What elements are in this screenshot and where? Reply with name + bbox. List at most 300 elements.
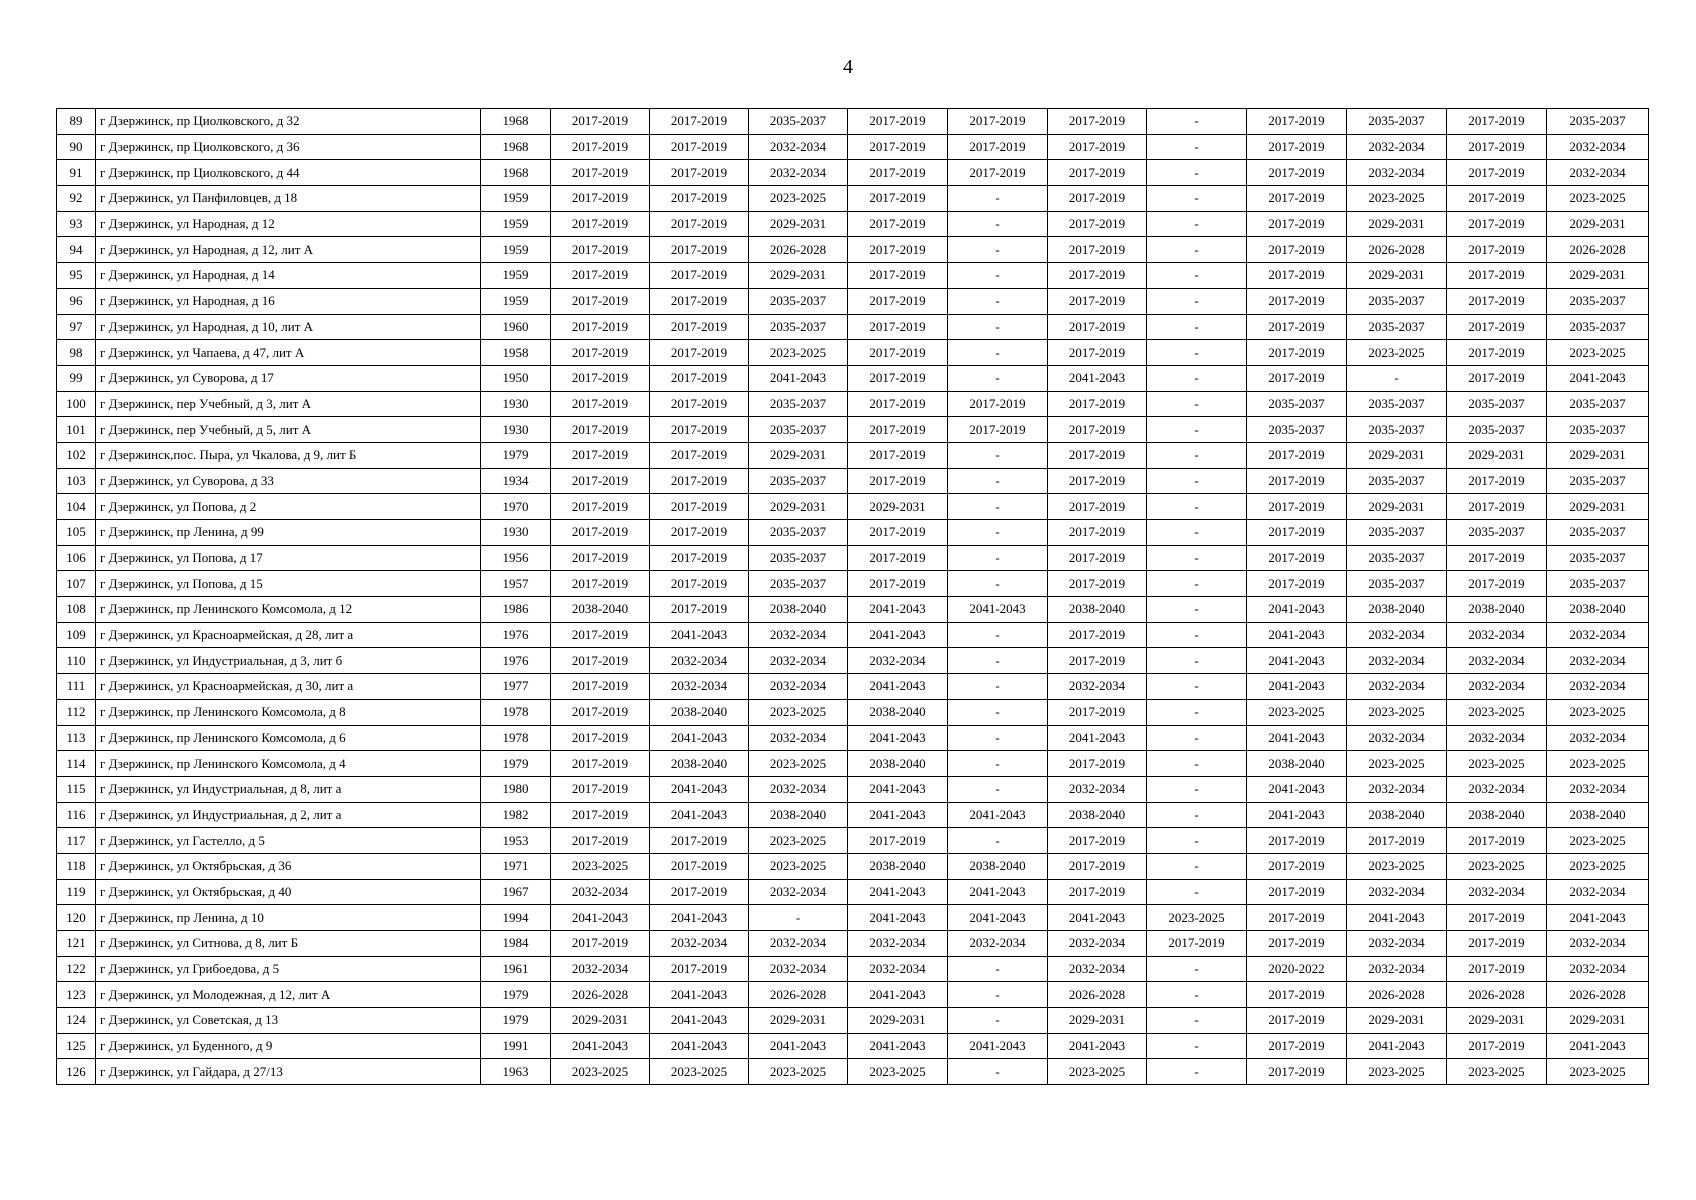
period-cell: 2038-2040: [749, 802, 848, 828]
period-cell: 2041-2043: [1247, 622, 1347, 648]
period-cell: -: [948, 494, 1048, 520]
address-cell: г Дзержинск,пос. Пыра, ул Чкалова, д 9, лит Б: [96, 442, 481, 468]
period-cell: 2041-2043: [948, 905, 1048, 931]
row-number-cell: 118: [57, 853, 96, 879]
period-cell: 2041-2043: [551, 1033, 650, 1059]
period-cell: 2038-2040: [848, 853, 948, 879]
build-year-cell: 1930: [481, 391, 551, 417]
period-cell: 2029-2031: [848, 1008, 948, 1034]
period-cell: 2038-2040: [1447, 597, 1547, 623]
table-row: [57, 340, 1649, 366]
period-cell: 2035-2037: [749, 391, 848, 417]
period-cell: -: [948, 468, 1048, 494]
period-cell: 2041-2043: [848, 905, 948, 931]
period-cell: 2017-2019: [551, 263, 650, 289]
table-row: [57, 648, 1649, 674]
period-cell: 2026-2028: [749, 982, 848, 1008]
period-cell: 2017-2019: [848, 340, 948, 366]
period-cell: 2017-2019: [1447, 340, 1547, 366]
period-cell: 2038-2040: [1547, 802, 1649, 828]
row-number-cell: 94: [57, 237, 96, 263]
period-cell: -: [1147, 494, 1247, 520]
period-cell: 2017-2019: [1048, 109, 1147, 135]
address-cell: г Дзержинск, пер Учебный, д 3, лит А: [96, 391, 481, 417]
address-cell: г Дзержинск, ул Народная, д 12: [96, 211, 481, 237]
period-cell: 2017-2019: [848, 263, 948, 289]
period-cell: 2017-2019: [1048, 211, 1147, 237]
period-cell: 2017-2019: [1048, 186, 1147, 212]
period-cell: -: [1147, 648, 1247, 674]
period-cell: -: [1147, 520, 1247, 546]
build-year-cell: 1959: [481, 186, 551, 212]
period-cell: 2029-2031: [1347, 211, 1447, 237]
period-cell: -: [1147, 186, 1247, 212]
address-cell: г Дзержинск, ул Грибоедова, д 5: [96, 956, 481, 982]
period-cell: -: [1147, 545, 1247, 571]
row-number-cell: 91: [57, 160, 96, 186]
row-number-cell: 98: [57, 340, 96, 366]
period-cell: 2029-2031: [749, 211, 848, 237]
period-cell: 2041-2043: [848, 622, 948, 648]
period-cell: -: [948, 340, 1048, 366]
period-cell: 2017-2019: [551, 442, 650, 468]
period-cell: 2032-2034: [749, 879, 848, 905]
period-cell: 2026-2028: [749, 237, 848, 263]
period-cell: 2017-2019: [1247, 571, 1347, 597]
period-cell: 2035-2037: [1547, 288, 1649, 314]
period-cell: -: [948, 982, 1048, 1008]
period-cell: 2026-2028: [1447, 982, 1547, 1008]
row-number-cell: 96: [57, 288, 96, 314]
page-number: 4: [843, 56, 853, 78]
period-cell: 2017-2019: [1048, 391, 1147, 417]
period-cell: 2032-2034: [1447, 776, 1547, 802]
address-cell: г Дзержинск, ул Народная, д 14: [96, 263, 481, 289]
period-cell: 2032-2034: [749, 134, 848, 160]
period-cell: 2017-2019: [650, 494, 749, 520]
build-year-cell: 1967: [481, 879, 551, 905]
build-year-cell: 1991: [481, 1033, 551, 1059]
period-cell: 2032-2034: [1048, 776, 1147, 802]
period-cell: 2023-2025: [1447, 699, 1547, 725]
period-cell: 2029-2031: [1547, 263, 1649, 289]
address-cell: г Дзержинск, ул Гастелло, д 5: [96, 828, 481, 854]
period-cell: -: [948, 288, 1048, 314]
table-row: [57, 776, 1649, 802]
period-cell: 2017-2019: [650, 956, 749, 982]
period-cell: 2032-2034: [1048, 956, 1147, 982]
period-cell: 2017-2019: [1347, 828, 1447, 854]
period-cell: 2017-2019: [551, 751, 650, 777]
period-cell: 2017-2019: [948, 134, 1048, 160]
period-cell: -: [948, 211, 1048, 237]
period-cell: -: [948, 725, 1048, 751]
period-cell: 2041-2043: [1247, 597, 1347, 623]
period-cell: 2017-2019: [1247, 545, 1347, 571]
period-cell: 2035-2037: [1547, 520, 1649, 546]
row-number-cell: 126: [57, 1059, 96, 1085]
period-cell: 2032-2034: [1347, 956, 1447, 982]
period-cell: -: [749, 905, 848, 931]
period-cell: 2017-2019: [848, 109, 948, 135]
period-cell: -: [1147, 468, 1247, 494]
period-cell: 2041-2043: [848, 1033, 948, 1059]
period-cell: 2029-2031: [551, 1008, 650, 1034]
period-cell: 2035-2037: [1347, 520, 1447, 546]
period-cell: 2017-2019: [1048, 134, 1147, 160]
period-cell: 2017-2019: [551, 802, 650, 828]
period-cell: -: [1147, 340, 1247, 366]
period-cell: -: [1147, 288, 1247, 314]
period-cell: 2035-2037: [749, 417, 848, 443]
period-cell: 2035-2037: [749, 571, 848, 597]
build-year-cell: 1980: [481, 776, 551, 802]
table-row: [57, 674, 1649, 700]
address-cell: г Дзержинск, ул Попова, д 2: [96, 494, 481, 520]
period-cell: 2017-2019: [1247, 879, 1347, 905]
period-cell: 2017-2019: [1447, 905, 1547, 931]
period-cell: 2017-2019: [848, 520, 948, 546]
period-cell: 2017-2019: [1447, 186, 1547, 212]
period-cell: 2017-2019: [1048, 520, 1147, 546]
period-cell: -: [948, 751, 1048, 777]
address-cell: г Дзержинск, ул Попова, д 17: [96, 545, 481, 571]
table-row: [57, 442, 1649, 468]
period-cell: 2017-2019: [650, 365, 749, 391]
period-cell: 2023-2025: [1247, 699, 1347, 725]
period-cell: 2032-2034: [848, 956, 948, 982]
table-row: [57, 571, 1649, 597]
period-cell: 2035-2037: [1347, 468, 1447, 494]
row-number-cell: 90: [57, 134, 96, 160]
period-cell: 2017-2019: [848, 417, 948, 443]
period-cell: 2017-2019: [1048, 160, 1147, 186]
period-cell: 2032-2034: [1547, 648, 1649, 674]
period-cell: -: [1147, 982, 1247, 1008]
period-cell: 2032-2034: [1547, 622, 1649, 648]
row-number-cell: 104: [57, 494, 96, 520]
table-row: [57, 365, 1649, 391]
period-cell: 2041-2043: [650, 982, 749, 1008]
period-cell: 2017-2019: [1447, 365, 1547, 391]
build-year-cell: 1953: [481, 828, 551, 854]
period-cell: 2041-2043: [948, 879, 1048, 905]
period-cell: -: [1147, 571, 1247, 597]
build-year-cell: 1977: [481, 674, 551, 700]
period-cell: 2017-2019: [551, 211, 650, 237]
period-cell: 2017-2019: [650, 417, 749, 443]
period-cell: -: [948, 237, 1048, 263]
build-year-cell: 1968: [481, 160, 551, 186]
period-cell: -: [1147, 776, 1247, 802]
period-cell: 2017-2019: [650, 571, 749, 597]
period-cell: 2023-2025: [749, 751, 848, 777]
row-number-cell: 107: [57, 571, 96, 597]
period-cell: 2029-2031: [1547, 1008, 1649, 1034]
period-cell: 2041-2043: [650, 622, 749, 648]
period-cell: 2041-2043: [1247, 725, 1347, 751]
period-cell: 2017-2019: [848, 134, 948, 160]
period-cell: 2029-2031: [749, 494, 848, 520]
address-cell: г Дзержинск, ул Народная, д 12, лит А: [96, 237, 481, 263]
period-cell: 2038-2040: [1547, 597, 1649, 623]
table-row: [57, 699, 1649, 725]
period-cell: 2017-2019: [1048, 853, 1147, 879]
table-row: [57, 237, 1649, 263]
period-cell: -: [948, 956, 1048, 982]
period-cell: 2041-2043: [749, 365, 848, 391]
period-cell: 2017-2019: [650, 288, 749, 314]
period-cell: 2032-2034: [1547, 931, 1649, 957]
period-cell: 2035-2037: [1547, 391, 1649, 417]
period-cell: 2023-2025: [1547, 699, 1649, 725]
period-cell: 2017-2019: [1447, 956, 1547, 982]
period-cell: 2017-2019: [650, 211, 749, 237]
period-cell: 2017-2019: [551, 828, 650, 854]
period-cell: 2017-2019: [848, 365, 948, 391]
period-cell: 2029-2031: [1547, 494, 1649, 520]
period-cell: 2038-2040: [1347, 597, 1447, 623]
period-cell: -: [1147, 263, 1247, 289]
period-cell: 2017-2019: [551, 494, 650, 520]
period-cell: 2032-2034: [1347, 648, 1447, 674]
period-cell: -: [1147, 622, 1247, 648]
period-cell: 2017-2019: [1247, 468, 1347, 494]
period-cell: -: [1147, 725, 1247, 751]
period-cell: 2017-2019: [551, 134, 650, 160]
period-cell: 2029-2031: [1347, 442, 1447, 468]
period-cell: -: [1147, 314, 1247, 340]
address-cell: г Дзержинск, ул Панфиловцев, д 18: [96, 186, 481, 212]
period-cell: 2023-2025: [1347, 186, 1447, 212]
period-cell: 2017-2019: [1048, 545, 1147, 571]
table-row: [57, 186, 1649, 212]
address-cell: г Дзержинск, ул Суворова, д 33: [96, 468, 481, 494]
period-cell: 2035-2037: [1547, 545, 1649, 571]
period-cell: -: [948, 571, 1048, 597]
period-cell: 2017-2019: [1048, 340, 1147, 366]
period-cell: 2017-2019: [650, 109, 749, 135]
period-cell: 2035-2037: [1247, 391, 1347, 417]
table-row: [57, 391, 1649, 417]
build-year-cell: 1982: [481, 802, 551, 828]
period-cell: 2017-2019: [1247, 1008, 1347, 1034]
period-cell: 2035-2037: [749, 314, 848, 340]
period-cell: -: [948, 442, 1048, 468]
build-year-cell: 1957: [481, 571, 551, 597]
period-cell: -: [948, 648, 1048, 674]
period-cell: 2017-2019: [551, 237, 650, 263]
period-cell: 2032-2034: [1347, 622, 1447, 648]
period-cell: 2032-2034: [1347, 931, 1447, 957]
period-cell: 2017-2019: [551, 545, 650, 571]
address-cell: г Дзержинск, пр Циолковского, д 44: [96, 160, 481, 186]
period-cell: 2017-2019: [1447, 1033, 1547, 1059]
row-number-cell: 108: [57, 597, 96, 623]
period-cell: 2017-2019: [848, 391, 948, 417]
period-cell: 2035-2037: [749, 109, 848, 135]
period-cell: 2017-2019: [1048, 648, 1147, 674]
period-cell: 2041-2043: [848, 597, 948, 623]
period-cell: 2017-2019: [551, 776, 650, 802]
period-cell: 2041-2043: [1347, 905, 1447, 931]
period-cell: 2023-2025: [1447, 1059, 1547, 1085]
period-cell: 2041-2043: [650, 905, 749, 931]
table-row: [57, 545, 1649, 571]
row-number-cell: 123: [57, 982, 96, 1008]
address-cell: г Дзержинск, ул Попова, д 15: [96, 571, 481, 597]
period-cell: 2041-2043: [1048, 905, 1147, 931]
build-year-cell: 1959: [481, 237, 551, 263]
period-cell: 2017-2019: [848, 237, 948, 263]
period-cell: 2038-2040: [650, 751, 749, 777]
period-cell: 2032-2034: [650, 674, 749, 700]
period-cell: 2035-2037: [1547, 314, 1649, 340]
period-cell: 2032-2034: [1547, 160, 1649, 186]
address-cell: г Дзержинск, ул Советская, д 13: [96, 1008, 481, 1034]
period-cell: 2029-2031: [1347, 1008, 1447, 1034]
row-number-cell: 116: [57, 802, 96, 828]
period-cell: 2038-2040: [1447, 802, 1547, 828]
build-year-cell: 1959: [481, 288, 551, 314]
period-cell: 2017-2019: [1247, 905, 1347, 931]
period-cell: 2023-2025: [1447, 751, 1547, 777]
row-number-cell: 117: [57, 828, 96, 854]
repair-schedule-table: [56, 108, 1649, 1085]
period-cell: 2017-2019: [650, 545, 749, 571]
period-cell: 2023-2025: [1347, 751, 1447, 777]
period-cell: 2032-2034: [1347, 776, 1447, 802]
period-cell: -: [1147, 160, 1247, 186]
table-row: [57, 1008, 1649, 1034]
period-cell: 2035-2037: [1447, 391, 1547, 417]
period-cell: 2041-2043: [650, 802, 749, 828]
period-cell: 2041-2043: [848, 776, 948, 802]
address-cell: г Дзержинск, ул Индустриальная, д 2, лит а: [96, 802, 481, 828]
period-cell: 2023-2025: [749, 186, 848, 212]
period-cell: 2035-2037: [1547, 109, 1649, 135]
period-cell: 2032-2034: [749, 776, 848, 802]
table-row: [57, 905, 1649, 931]
build-year-cell: 1979: [481, 751, 551, 777]
period-cell: -: [1147, 442, 1247, 468]
period-cell: 2017-2019: [848, 545, 948, 571]
period-cell: 2032-2034: [1048, 931, 1147, 957]
period-cell: 2017-2019: [848, 288, 948, 314]
build-year-cell: 1956: [481, 545, 551, 571]
period-cell: 2041-2043: [1247, 674, 1347, 700]
period-cell: 2029-2031: [848, 494, 948, 520]
period-cell: 2032-2034: [848, 648, 948, 674]
period-cell: 2017-2019: [1147, 931, 1247, 957]
build-year-cell: 1978: [481, 725, 551, 751]
build-year-cell: 1959: [481, 263, 551, 289]
period-cell: 2041-2043: [551, 905, 650, 931]
table-row: [57, 134, 1649, 160]
period-cell: 2035-2037: [1347, 391, 1447, 417]
period-cell: 2017-2019: [1247, 520, 1347, 546]
period-cell: 2017-2019: [948, 160, 1048, 186]
table-row: [57, 931, 1649, 957]
period-cell: 2023-2025: [1048, 1059, 1147, 1085]
period-cell: 2023-2025: [848, 1059, 948, 1085]
period-cell: 2032-2034: [1347, 674, 1447, 700]
period-cell: 2017-2019: [1048, 879, 1147, 905]
period-cell: 2029-2031: [1547, 442, 1649, 468]
period-cell: 2017-2019: [1447, 828, 1547, 854]
period-cell: 2017-2019: [1447, 545, 1547, 571]
period-cell: -: [1147, 802, 1247, 828]
period-cell: 2041-2043: [1048, 725, 1147, 751]
period-cell: 2023-2025: [749, 699, 848, 725]
period-cell: 2026-2028: [1347, 982, 1447, 1008]
period-cell: 2017-2019: [650, 237, 749, 263]
table-row: [57, 211, 1649, 237]
period-cell: 2041-2043: [948, 802, 1048, 828]
period-cell: 2017-2019: [1447, 237, 1547, 263]
build-year-cell: 1961: [481, 956, 551, 982]
table-row: [57, 879, 1649, 905]
build-year-cell: 1976: [481, 622, 551, 648]
period-cell: 2029-2031: [1447, 1008, 1547, 1034]
address-cell: г Дзержинск, пер Учебный, д 5, лит А: [96, 417, 481, 443]
table-row: [57, 494, 1649, 520]
period-cell: 2017-2019: [948, 391, 1048, 417]
period-cell: 2017-2019: [650, 340, 749, 366]
period-cell: 2032-2034: [1347, 160, 1447, 186]
build-year-cell: 1950: [481, 365, 551, 391]
period-cell: 2041-2043: [1048, 365, 1147, 391]
address-cell: г Дзержинск, пр Ленинского Комсомола, д 8: [96, 699, 481, 725]
period-cell: -: [1347, 365, 1447, 391]
period-cell: 2017-2019: [1048, 417, 1147, 443]
period-cell: 2017-2019: [1247, 237, 1347, 263]
period-cell: 2032-2034: [650, 648, 749, 674]
period-cell: 2041-2043: [749, 1033, 848, 1059]
build-year-cell: 1994: [481, 905, 551, 931]
period-cell: 2035-2037: [1347, 288, 1447, 314]
period-cell: 2017-2019: [551, 648, 650, 674]
build-year-cell: 1958: [481, 340, 551, 366]
period-cell: 2017-2019: [1447, 571, 1547, 597]
period-cell: 2017-2019: [848, 314, 948, 340]
period-cell: 2041-2043: [848, 725, 948, 751]
period-cell: 2023-2025: [749, 340, 848, 366]
period-cell: -: [1147, 699, 1247, 725]
period-cell: 2017-2019: [1048, 494, 1147, 520]
period-cell: -: [1147, 391, 1247, 417]
period-cell: 2032-2034: [948, 931, 1048, 957]
period-cell: 2035-2037: [1447, 520, 1547, 546]
period-cell: 2038-2040: [1048, 802, 1147, 828]
period-cell: 2032-2034: [1547, 879, 1649, 905]
build-year-cell: 1968: [481, 134, 551, 160]
period-cell: 2032-2034: [1447, 879, 1547, 905]
table-row: [57, 1059, 1649, 1085]
period-cell: -: [948, 622, 1048, 648]
period-cell: 2017-2019: [1048, 751, 1147, 777]
period-cell: 2017-2019: [1247, 211, 1347, 237]
address-cell: г Дзержинск, ул Народная, д 16: [96, 288, 481, 314]
period-cell: 2017-2019: [551, 186, 650, 212]
period-cell: 2032-2034: [749, 160, 848, 186]
period-cell: 2017-2019: [1247, 263, 1347, 289]
period-cell: -: [1147, 597, 1247, 623]
table-row: [57, 622, 1649, 648]
period-cell: 2017-2019: [848, 442, 948, 468]
build-year-cell: 1986: [481, 597, 551, 623]
period-cell: 2032-2034: [1347, 134, 1447, 160]
